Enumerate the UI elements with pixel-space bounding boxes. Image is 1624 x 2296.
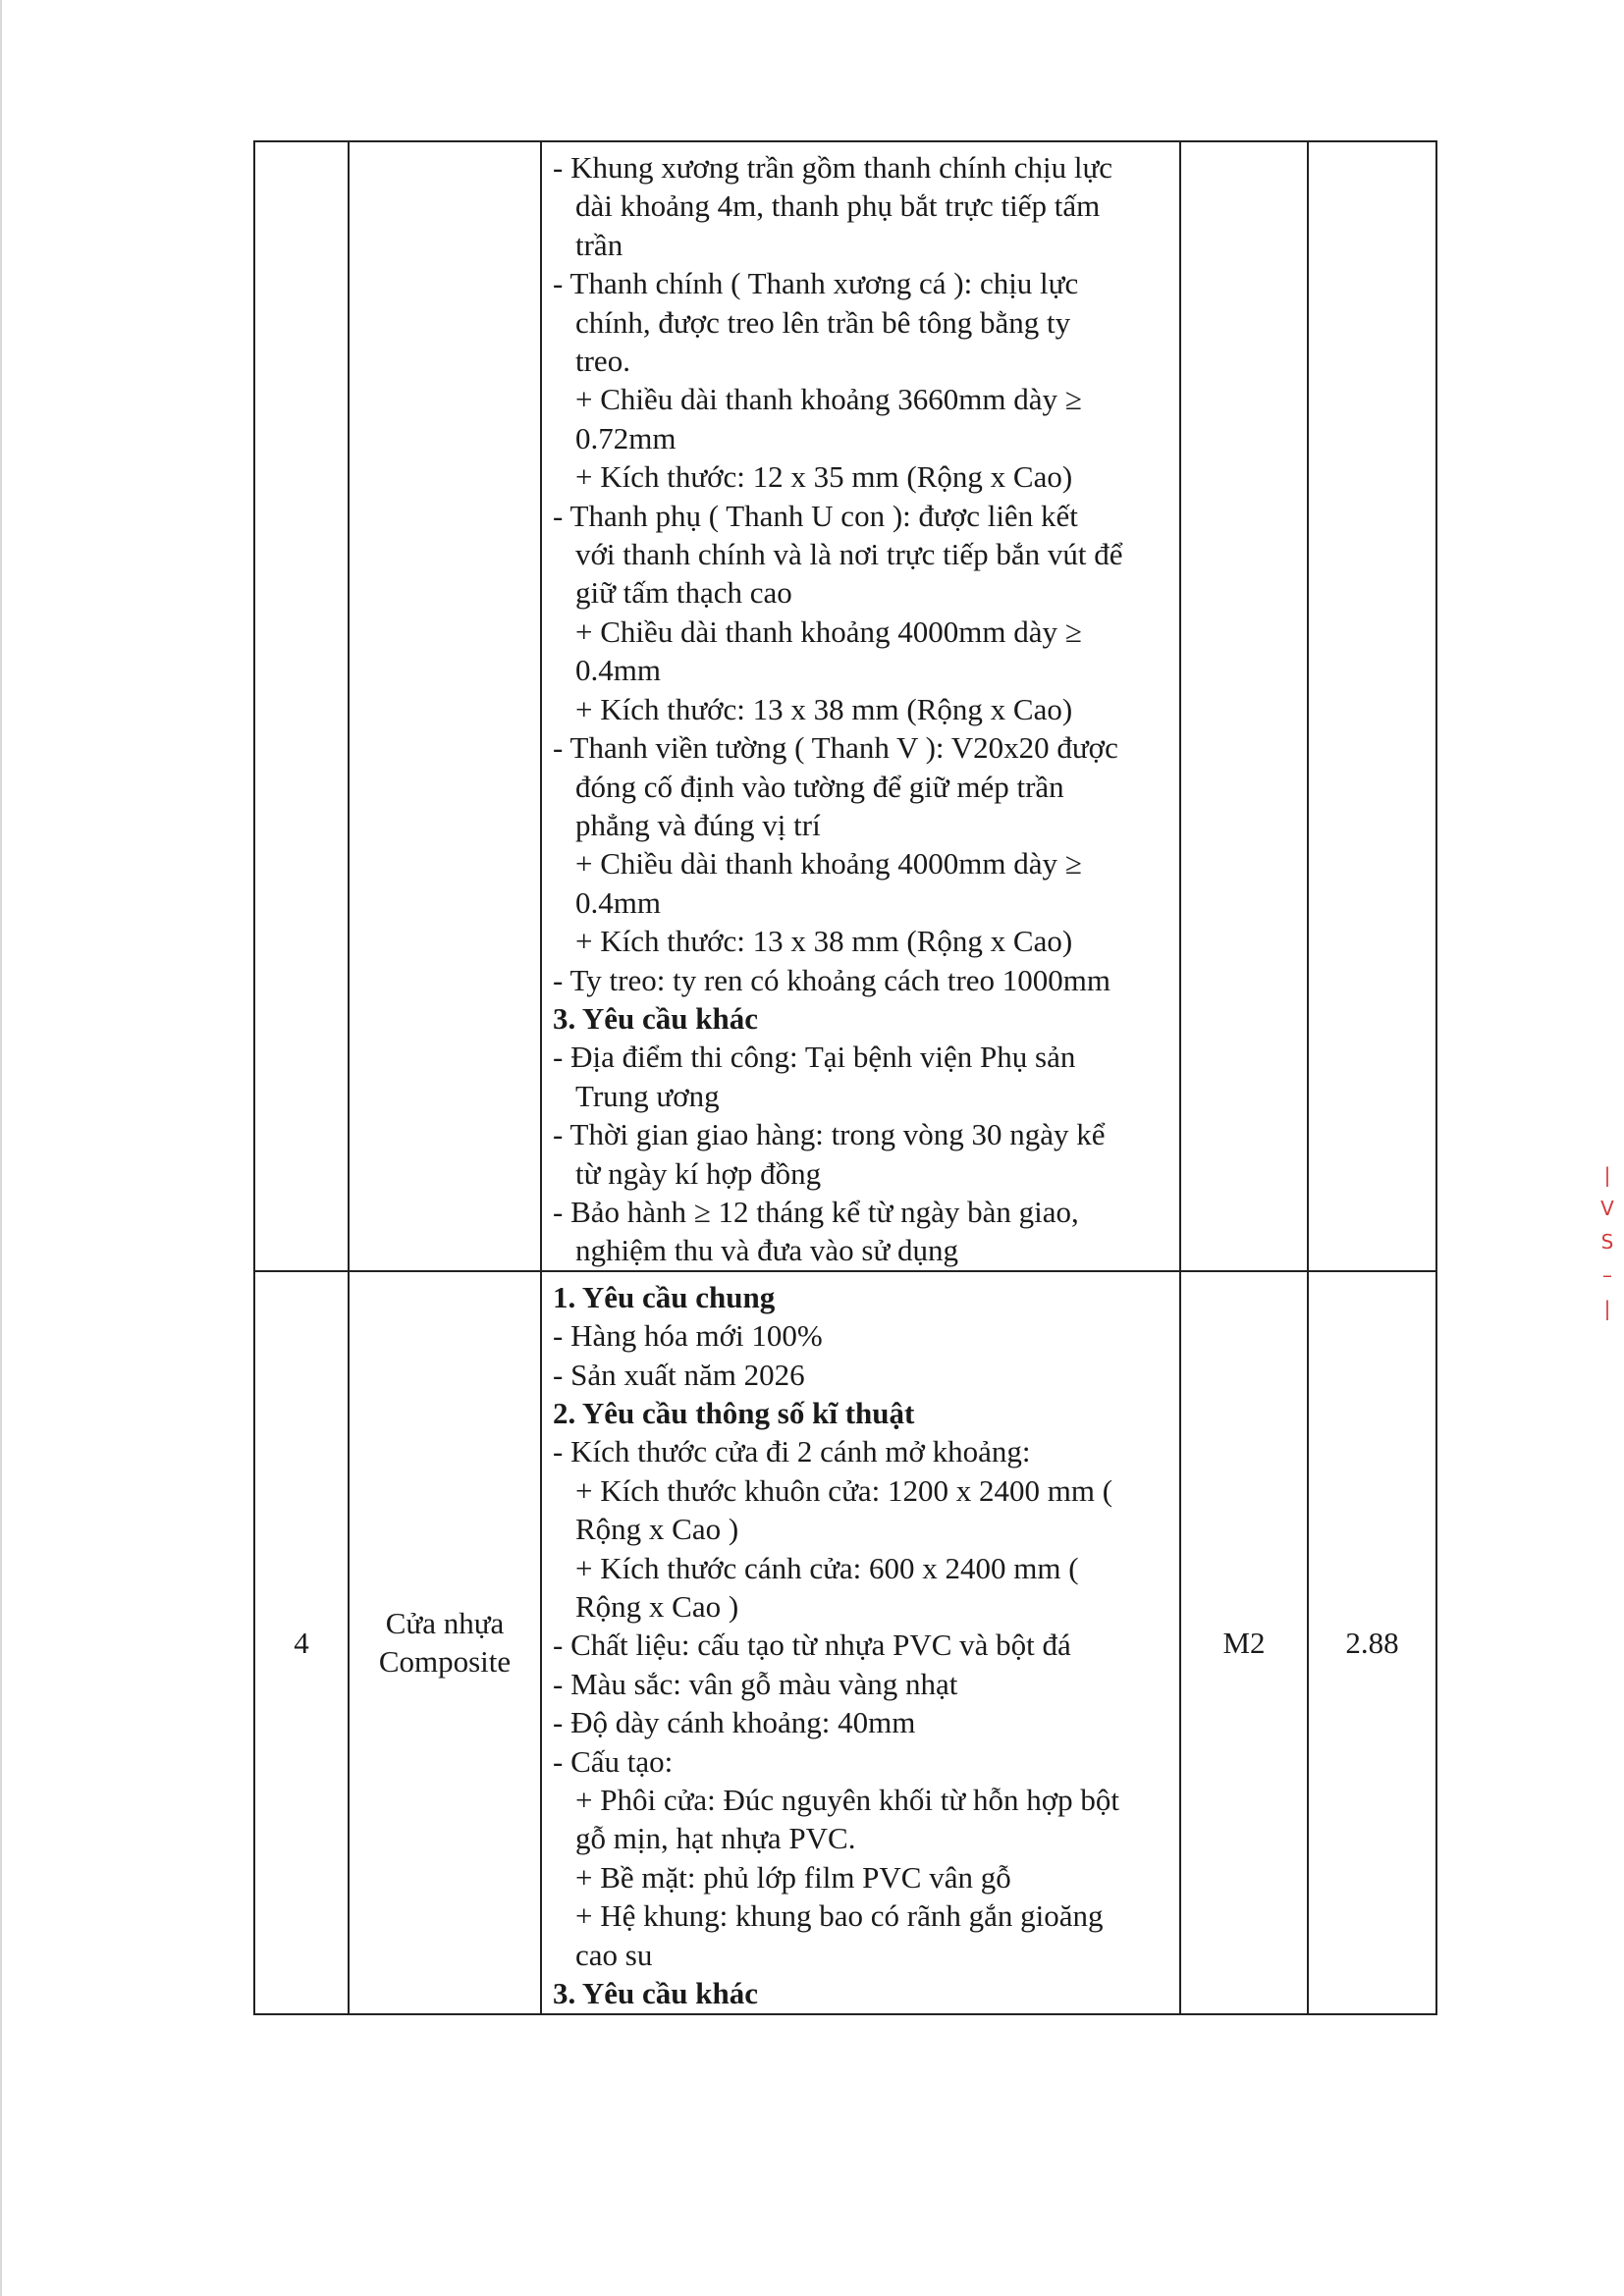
spec-line: - Thanh phụ ( Thanh U con ): được liên kết	[553, 498, 1078, 533]
spec-line: - Thanh chính ( Thanh xương cá ): chịu lực	[553, 266, 1079, 301]
item-specification	[541, 141, 1180, 1271]
item-number: 4	[254, 1271, 349, 2014]
spec-line: Rộng x Cao )	[575, 1512, 739, 1547]
spec-line: giữ tấm thạch cao	[575, 575, 792, 611]
spec-line: + Kích thước: 13 x 38 mm (Rộng x Cao)	[575, 924, 1073, 959]
spec-line: - Cấu tạo:	[553, 1743, 674, 1779]
spec-line: + Kích thước cánh cửa: 600 x 2400 mm (	[575, 1550, 1079, 1585]
item-specification	[541, 1271, 1180, 2014]
item-unit: M2	[1180, 1271, 1308, 2014]
section-heading: 3. Yêu cầu khác	[553, 1976, 758, 2011]
item-name	[349, 141, 541, 1271]
section-heading: 2. Yêu cầu thông số kĩ thuật	[553, 1396, 915, 1430]
spec-line: + Kích thước: 13 x 38 mm (Rộng x Cao)	[575, 691, 1073, 726]
spec-line: phẳng và đúng vị trí	[575, 807, 821, 842]
spec-line: nghiệm thu và đưa vào sử dụng	[575, 1233, 959, 1268]
spec-line: Trung ương	[575, 1078, 720, 1113]
table-row	[254, 141, 1436, 1271]
item-number	[254, 141, 349, 1271]
spec-line: từ ngày kí hợp đồng	[575, 1155, 822, 1191]
spec-line: - Hàng hóa mới 100%	[553, 1318, 823, 1354]
spec-line: treo.	[575, 344, 630, 379]
spec-line: - Thanh viền tường ( Thanh V ): V20x20 được	[553, 730, 1118, 766]
spec-line: + Chiều dài thanh khoảng 4000mm dày ≥	[575, 614, 1082, 649]
item-name: Cửa nhựa Composite	[349, 1271, 541, 2014]
spec-line: dài khoảng 4m, thanh phụ bắt trực tiếp tấm	[575, 188, 1101, 224]
spec-line: - Sản xuất năm 2026	[553, 1357, 805, 1392]
spec-line: Rộng x Cao )	[575, 1589, 739, 1625]
item-quantity: 2.88	[1308, 1271, 1436, 2014]
spec-line: + Kích thước khuôn cửa: 1200 x 2400 mm (	[575, 1472, 1113, 1508]
spec-line: - Bảo hành ≥ 12 tháng kể từ ngày bàn giao,	[553, 1194, 1079, 1229]
spec-line: gỗ mịn, hạt nhựa PVC.	[575, 1821, 856, 1856]
spec-line: với thanh chính và là nơi trực tiếp bắn vút để	[575, 537, 1123, 572]
spec-line: chính, được treo lên trần bê tông bằng ty	[575, 304, 1071, 340]
spec-line: + Bề mặt: phủ lớp film PVC vân gỗ	[575, 1859, 1011, 1895]
spec-line: cao su	[575, 1937, 653, 1972]
spec-line: trần	[575, 227, 623, 262]
spec-lines	[542, 1272, 1179, 2013]
section-heading: 1. Yêu cầu chung	[553, 1279, 776, 1314]
spec-lines	[542, 142, 1179, 1270]
spec-table	[253, 140, 1437, 2015]
spec-line: 0.4mm	[575, 653, 661, 688]
spec-line: - Kích thước cửa đi 2 cánh mở khoảng:	[553, 1434, 1031, 1469]
spec-line: đóng cố định vào tường để giữ mép trần	[575, 769, 1064, 804]
spec-line: + Kích thước: 12 x 35 mm (Rộng x Cao)	[575, 459, 1073, 495]
spec-line: - Màu sắc: vân gỗ màu vàng nhạt	[553, 1666, 958, 1701]
spec-line: + Chiều dài thanh khoảng 3660mm dày ≥	[575, 382, 1082, 417]
item-unit	[1180, 141, 1308, 1271]
stamp-mark: | V S – |	[1600, 1163, 1614, 1320]
spec-line: + Phôi cửa: Đúc nguyên khối từ hỗn hợp bột	[575, 1783, 1119, 1818]
spec-line: - Chất liệu: cấu tạo từ nhựa PVC và bột đá	[553, 1628, 1071, 1663]
spec-line: - Ty treo: ty ren có khoảng cách treo 1000mm	[553, 962, 1111, 997]
spec-line: - Thời gian giao hàng: trong vòng 30 ngày kể	[553, 1117, 1106, 1152]
scan-edge	[0, 0, 2, 2296]
spec-line: - Địa điểm thi công: Tại bệnh viện Phụ sản	[553, 1040, 1076, 1075]
spec-line: 0.72mm	[575, 420, 677, 455]
spec-line: - Độ dày cánh khoảng: 40mm	[553, 1705, 916, 1740]
section-heading: 3. Yêu cầu khác	[553, 1000, 758, 1036]
spec-line: - Khung xương trần gồm thanh chính chịu lực	[553, 150, 1113, 185]
spec-line: + Hệ khung: khung bao có rãnh gắn gioăng	[575, 1898, 1104, 1934]
table-row	[254, 1271, 1436, 2014]
spec-line: 0.4mm	[575, 884, 661, 920]
item-quantity	[1308, 141, 1436, 1271]
spec-line: + Chiều dài thanh khoảng 4000mm dày ≥	[575, 846, 1082, 881]
